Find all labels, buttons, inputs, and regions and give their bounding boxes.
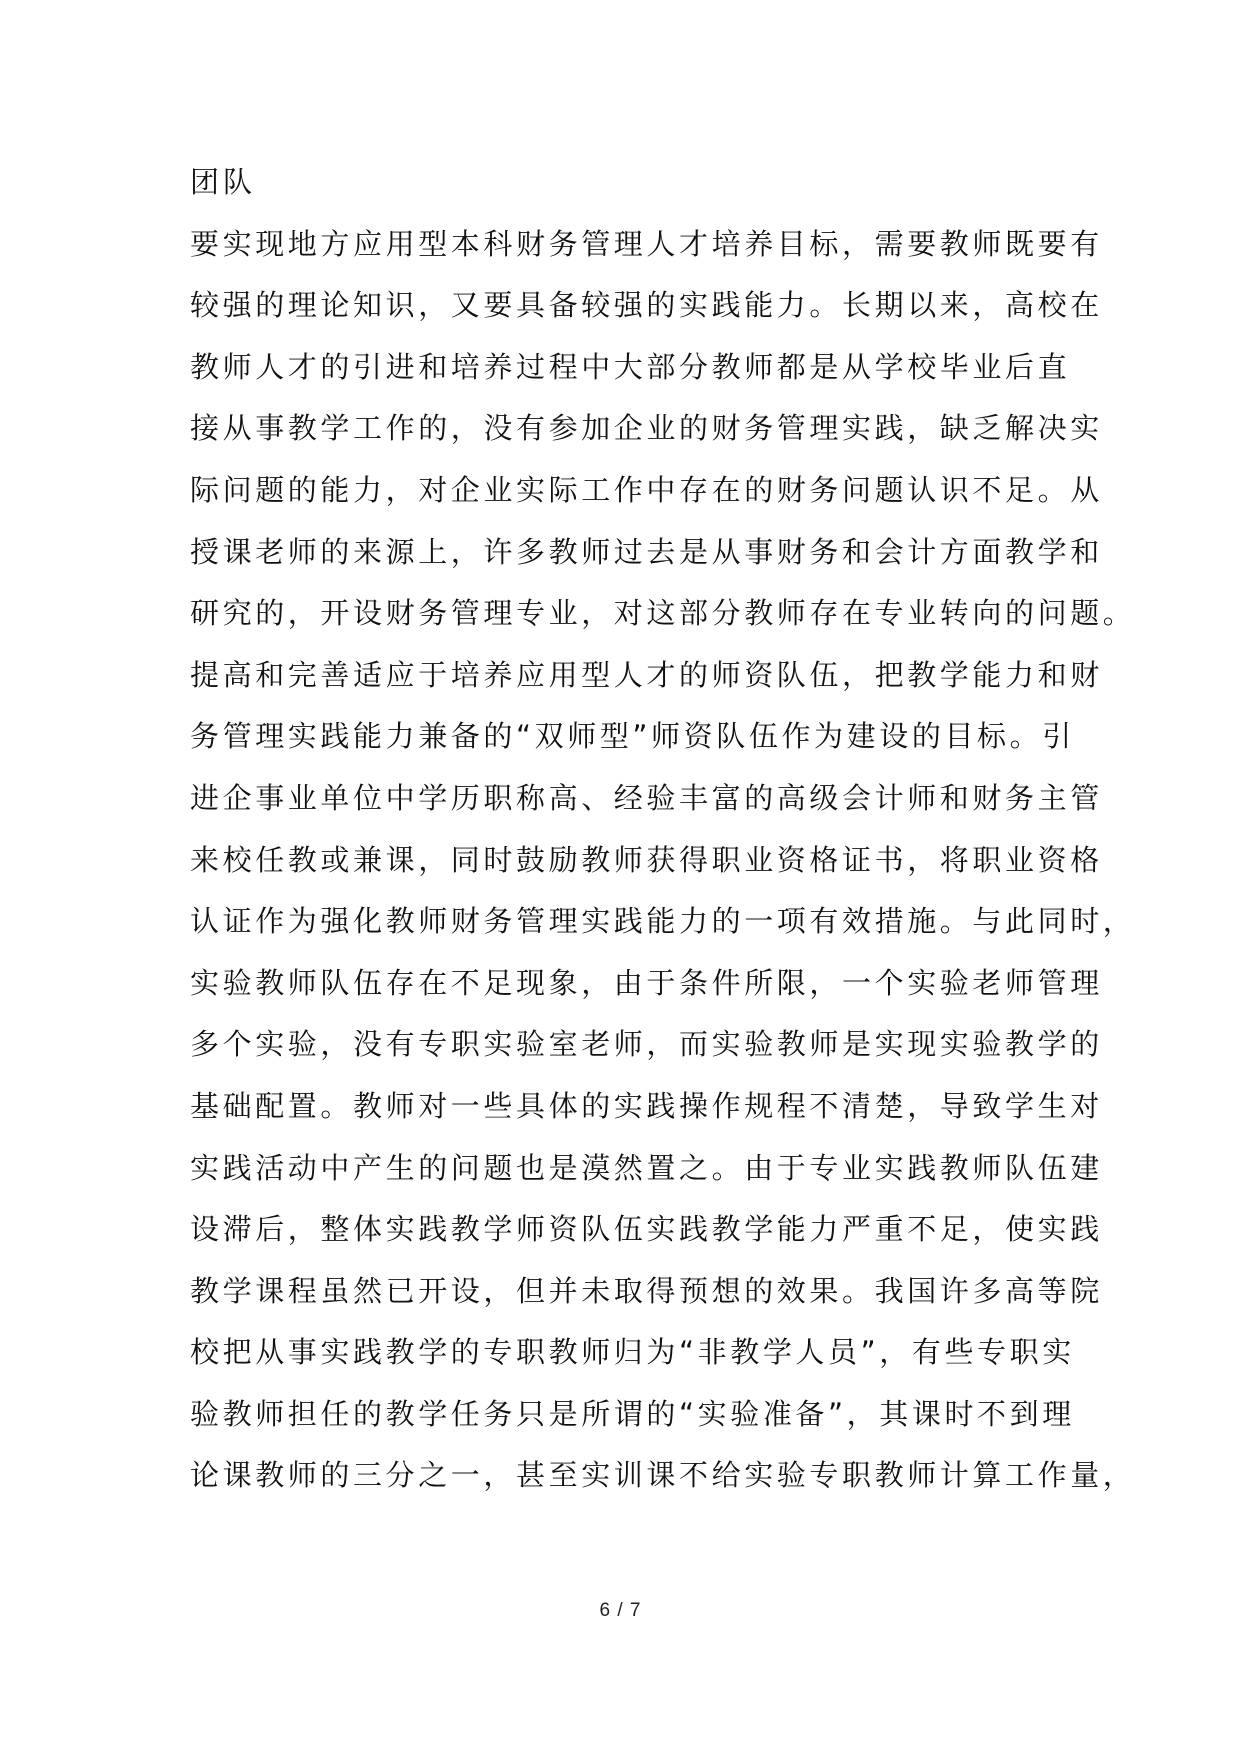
text-line: 提高和完善适应于培养应用型人才的师资队伍，把教学能力和财 [190, 657, 1103, 692]
text-line: 教学课程虽然已开设，但并未取得预想的效果。我国许多高等院 [190, 1273, 1103, 1308]
text-line: 校把从事实践教学的专职教师归为“非教学人员”，有些专职实 [190, 1335, 1075, 1370]
text-line: 教师人才的引进和培养过程中大部分教师都是从学校毕业后直 [190, 349, 1071, 384]
text-line: 基础配置。教师对一些具体的实践操作规程不清楚，导致学生对 [190, 1088, 1103, 1123]
text-line: 较强的理论知识，又要具备较强的实践能力。长期以来，高校在 [190, 288, 1103, 323]
text-line: 验教师担任的教学任务只是所谓的“实验准备”，其课时不到理 [190, 1396, 1075, 1431]
text-line: 实践活动中产生的问题也是漠然置之。由于专业实践教师队伍建 [190, 1150, 1103, 1185]
text-line: 要实现地方应用型本科财务管理人才培养目标，需要教师既要有 [190, 226, 1103, 261]
text-line: 务管理实践能力兼备的“双师型”师资队伍作为建设的目标。引 [190, 719, 1075, 754]
text-line: 授课老师的来源上，许多教师过去是从事财务和会计方面教学和 [190, 534, 1103, 569]
text-line: 认证作为强化教师财务管理实践能力的一项有效措施。与此同时， [190, 904, 1136, 939]
text-line: 接从事教学工作的，没有参加企业的财务管理实践，缺乏解决实 [190, 411, 1103, 446]
page-number: 6 / 7 [599, 1600, 642, 1621]
text-line: 设滞后，整体实践教学师资队伍实践教学能力严重不足，使实践 [190, 1212, 1103, 1247]
section-heading: 团队 [190, 165, 257, 199]
text-line: 实验教师队伍存在不足现象，由于条件所限，一个实验老师管理 [190, 965, 1103, 1000]
text-line: 多个实验，没有专职实验室老师，而实验教师是实现实验教学的 [190, 1027, 1103, 1062]
text-line: 际问题的能力，对企业实际工作中存在的财务问题认识不足。从 [190, 472, 1103, 507]
text-line: 来校任教或兼课，同时鼓励教师获得职业资格证书，将职业资格 [190, 842, 1103, 877]
document-body [190, 152, 1136, 1507]
text-line: 论课教师的三分之一，甚至实训课不给实验专职教师计算工作量， [190, 1458, 1136, 1493]
text-line: 进企事业单位中学历职称高、经验丰富的高级会计师和财务主管 [190, 780, 1103, 815]
text-line: 研究的，开设财务管理专业，对这部分教师存在专业转向的问题。 [190, 596, 1136, 631]
